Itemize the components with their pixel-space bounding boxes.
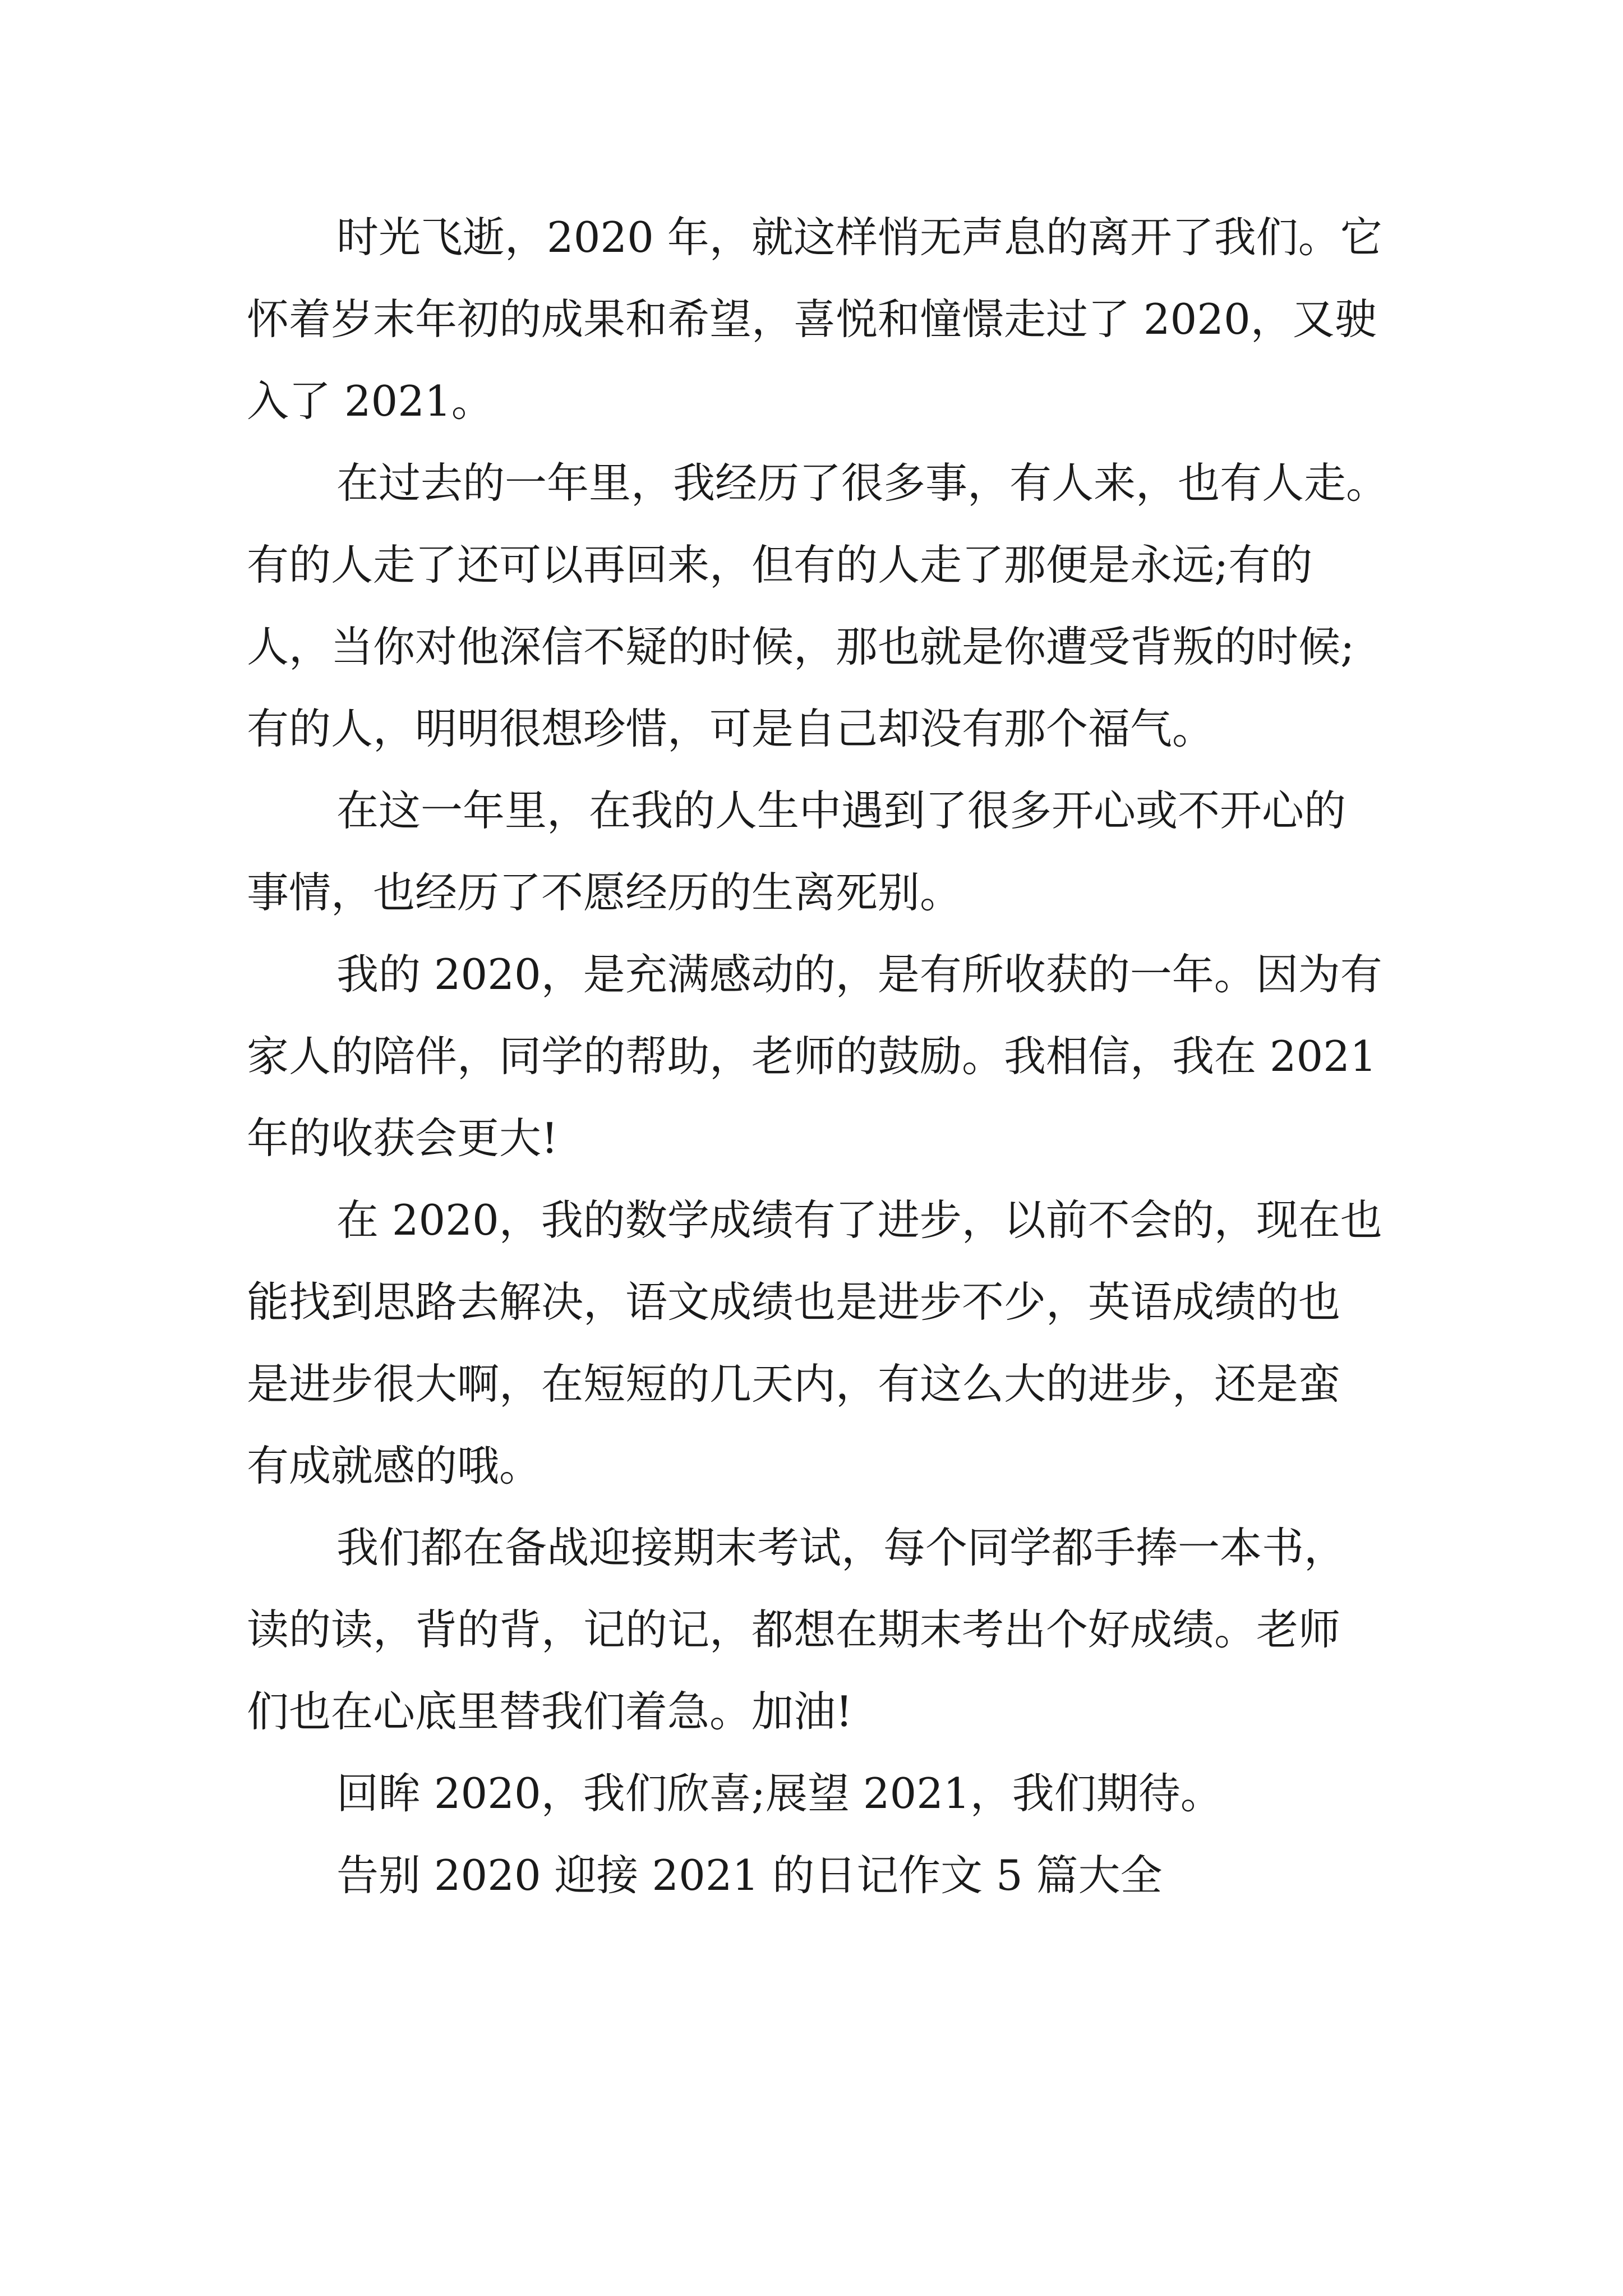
paragraph-3-line-2: 事情，也经历了不愿经历的生离死别。 [247,868,962,917]
paragraph-5-line-2: 能找到思路去解决，语文成绩也是进步不少，英语成绩的也 [247,1277,1341,1327]
paragraph-4-line-2: 家人的陪伴，同学的帮助，老师的鼓励。我相信，我在 2021 [247,1032,1377,1081]
paragraph-2-line-3: 人，当你对他深信不疑的时候，那也就是你遭受背叛的时候; [247,622,1355,671]
paragraph-5-line-4: 有成就感的哦。 [247,1441,542,1490]
paragraph-1-line-3: 入了 2021。 [247,376,494,426]
paragraph-6-line-2: 读的读，背的背，记的记，都想在期末考出个好成绩。老师 [247,1605,1341,1654]
paragraph-5-line-3: 是进步很大啊，在短短的几天内，有这么大的进步，还是蛮 [247,1359,1341,1409]
paragraph-7-line-1: 回眸 2020，我们欣喜;展望 2021，我们期待。 [336,1769,1223,1818]
paragraph-2-line-2: 有的人走了还可以再回来，但有的人走了那便是永远;有的 [247,540,1313,590]
paragraph-2-line-4: 有的人，明明很想珍惜，可是自己却没有那个福气。 [247,704,1215,753]
paragraph-5-line-1: 在 2020，我的数学成绩有了进步，以前不会的，现在也 [336,1195,1382,1245]
paragraph-2-line-1: 在过去的一年里，我经历了很多事，有人来，也有人走。 [336,458,1389,508]
paragraph-6-line-1: 我们都在备战迎接期末考试，每个同学都手捧一本书， [336,1523,1347,1572]
paragraph-1-line-1: 时光飞逝，2020 年，就这样悄无声息的离开了我们。它 [336,213,1382,262]
paragraph-6-line-3: 们也在心底里替我们着急。加油! [247,1687,853,1736]
paragraph-3-line-1: 在这一年里，在我的人生中遇到了很多开心或不开心的 [336,786,1347,835]
paragraph-4-line-3: 年的收获会更大! [247,1114,559,1163]
paragraph-8-line-1: 告别 2020 迎接 2021 的日记作文 5 篇大全 [336,1851,1163,1900]
paragraph-4-line-1: 我的 2020，是充满感动的，是有所收获的一年。因为有 [336,950,1382,999]
paragraph-1-line-2: 怀着岁末年初的成果和希望，喜悦和憧憬走过了 2020，又驶 [247,295,1377,344]
